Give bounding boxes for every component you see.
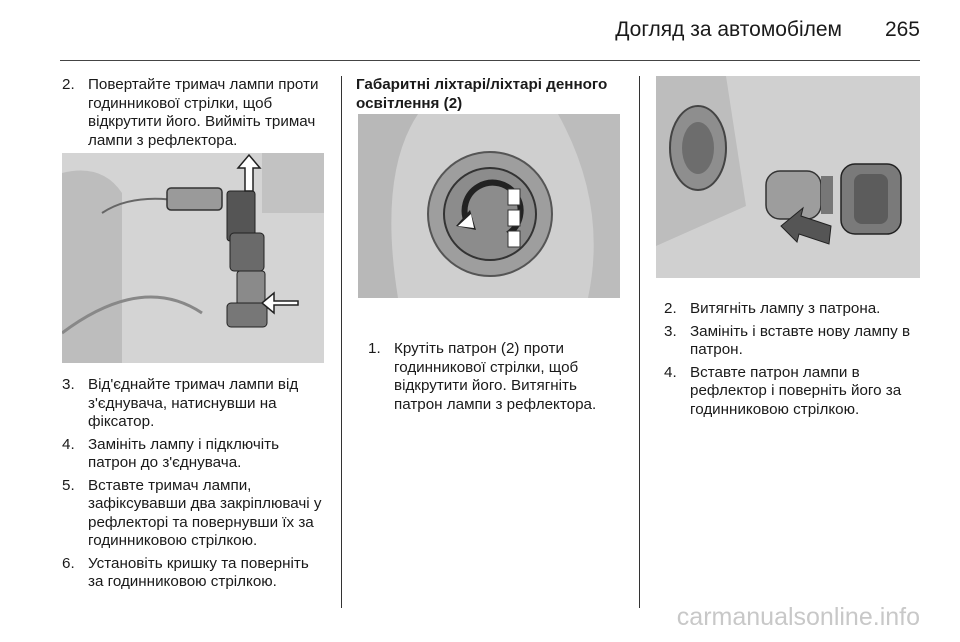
step-item: [664, 300, 922, 319]
section-heading: Габаритні ліхтарі/ліхтарі денного освітлення (2): [356, 76, 608, 112]
page-number: 265: [884, 18, 920, 41]
step-item: [62, 76, 328, 150]
step-item: [62, 477, 328, 551]
step-item: [62, 376, 328, 432]
step-text: Замініть лампу і підключіть патрон до з'єднувача.: [88, 435, 280, 471]
step-number: 2.: [62, 76, 75, 93]
header-rule: [60, 60, 920, 61]
page-header: [0, 0, 960, 62]
column-1-top-text: [62, 76, 328, 154]
step-text: Повертайте тримач лампи проти годинникової стрілки, щоб відкрутити його. Вийміть тримач лампи з рефлектора.: [88, 76, 319, 149]
step-text: Установіть кришку та поверніть за годинниковою стрілкою.: [88, 554, 309, 590]
column-3-text: [664, 300, 922, 423]
bulb-holder-illustration: [62, 153, 324, 363]
step-text: Замініть і вставте нову лампу в патрон.: [690, 322, 911, 358]
column-divider-left: [341, 76, 342, 608]
bulb-removal-photo: [656, 76, 920, 278]
column-divider-right: [639, 76, 640, 608]
step-item: [664, 323, 922, 360]
step-number: 3.: [664, 322, 677, 340]
step-text: Вставте патрон лампи в рефлектор і поверніть його за годинниковою стрілкою.: [690, 363, 902, 418]
bulb-holder-photo: [62, 153, 324, 363]
step-text: Крутіть патрон (2) проти годинникової стрілки, щоб відкрутити його. Витягніть патрон лампи з рефлектора.: [394, 340, 597, 413]
step-number: 6.: [62, 554, 75, 572]
step-number: 4.: [664, 363, 677, 381]
column-2-heading-block: [356, 76, 622, 113]
watermark: carmanualsonline.info: [676, 603, 920, 631]
step-text: Вставте тримач лампи, зафіксувавши два закріплювачі у рефлекторі та повернувши їх за годинниковою стрілкою.: [88, 476, 322, 549]
bulb-socket-photo: [358, 114, 620, 298]
step-number: 5.: [62, 476, 75, 494]
step-text: Витягніть лампу з патрона.: [690, 300, 881, 317]
step-number: 4.: [62, 435, 75, 453]
chapter-title: Догляд за автомобілем: [615, 18, 842, 41]
bulb-removal-illustration: [656, 76, 920, 278]
bulb-socket-illustration: [358, 114, 620, 298]
column-2-text: [368, 340, 622, 418]
step-number: 3.: [62, 376, 75, 393]
column-1-bottom-text: [62, 376, 328, 596]
step-item: [368, 340, 622, 414]
step-item: [62, 436, 328, 473]
step-text: Від'єднайте тримач лампи від з'єднувача, натиснувши на фіксатор.: [88, 376, 299, 430]
step-item: [664, 364, 922, 420]
step-item: [62, 555, 328, 592]
step-number: 2.: [664, 300, 677, 317]
step-number: 1.: [368, 340, 381, 357]
